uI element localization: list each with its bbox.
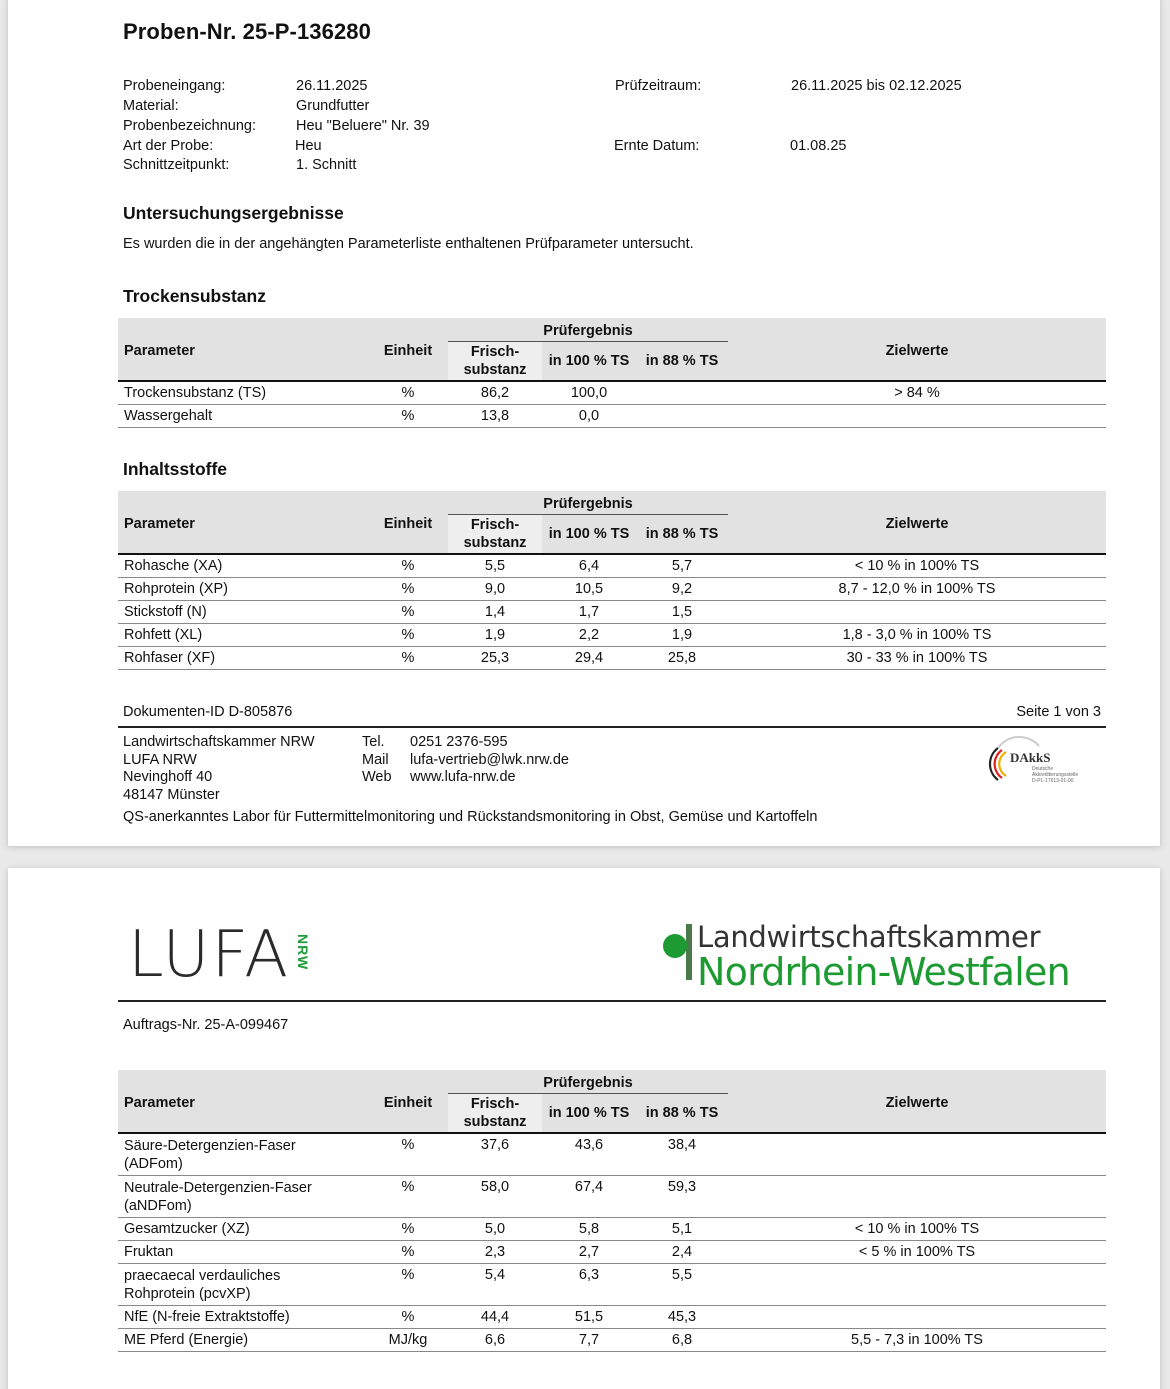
- inhaltsstoffe-heading: Inhaltsstoffe: [123, 459, 228, 479]
- col-header-frischsubstanz: [448, 514, 542, 554]
- document-id: Dokumenten-ID D-805876: [123, 704, 293, 720]
- meta-value: Heu: [295, 138, 322, 154]
- cell-ts88: 9,2: [636, 577, 728, 600]
- col-header-zielwerte: Zielwerte: [728, 491, 1106, 554]
- col-header-pruefergebnis: Prüfergebnis: [448, 1070, 728, 1093]
- table-row: [118, 1305, 1106, 1328]
- cell-ts100: 0,0: [542, 404, 636, 427]
- cell-ts100: 2,7: [542, 1240, 636, 1263]
- cell-parameter: Rohfett (XL): [118, 623, 368, 646]
- table-row: [118, 1328, 1106, 1351]
- meta-value: Grundfutter: [296, 98, 370, 114]
- cell-einheit: %: [368, 404, 448, 427]
- email-address: lufa-vertrieb@lwk.nrw.de: [410, 751, 569, 768]
- contact-row: [362, 752, 569, 770]
- page-number: Seite 1 von 3: [1016, 704, 1101, 720]
- cell-ts88: 5,7: [636, 554, 728, 577]
- table-row: [118, 554, 1106, 577]
- cell-frisch: 1,4: [448, 600, 542, 623]
- header-frisch-line1: Frisch-: [470, 1095, 520, 1112]
- cell-parameter: [118, 1133, 368, 1175]
- footer-divider: [118, 726, 1106, 728]
- dakks-line: Akkreditierungsstelle: [1032, 772, 1079, 778]
- cell-ts88: 2,4: [636, 1240, 728, 1263]
- dakks-details: [1032, 766, 1078, 784]
- cell-ziel: < 5 % in 100% TS: [728, 1240, 1106, 1263]
- contact-row: [362, 769, 569, 787]
- meta-value: 1. Schnitt: [296, 157, 357, 173]
- cell-ts88: [636, 404, 728, 427]
- table-row: [118, 600, 1106, 623]
- cell-ts88: [636, 381, 728, 404]
- lufa-logo: LUFA: [128, 918, 291, 992]
- cell-frisch: 37,6: [448, 1133, 542, 1175]
- col-header-pruefergebnis: Prüfergebnis: [448, 491, 728, 514]
- cell-ts88: 45,3: [636, 1305, 728, 1328]
- cell-ts88: 6,8: [636, 1328, 728, 1351]
- cell-parameter: Fruktan: [118, 1240, 368, 1263]
- additional-parameters-table: [118, 1070, 1106, 1352]
- contact-row: [362, 734, 569, 752]
- results-intro: Es wurden die in der angehängten Parameterliste enthaltenen Prüfparameter untersucht.: [123, 236, 694, 252]
- col-header-einheit: Einheit: [368, 318, 448, 381]
- cell-ts100: 6,3: [542, 1263, 636, 1305]
- col-header-ts100: in 100 % TS: [542, 1093, 636, 1133]
- table-row: [118, 1240, 1106, 1263]
- cell-frisch: 25,3: [448, 646, 542, 669]
- cell-frisch: 5,5: [448, 554, 542, 577]
- results-heading: Untersuchungsergebnisse: [123, 203, 344, 223]
- cell-ts88: 59,3: [636, 1175, 728, 1217]
- meta-label: Material:: [123, 98, 179, 114]
- cell-ts100: 29,4: [542, 646, 636, 669]
- cell-einheit: %: [368, 1217, 448, 1240]
- cell-ts100: 100,0: [542, 381, 636, 404]
- cell-ziel: [728, 1175, 1106, 1217]
- meta-label: Ernte Datum:: [614, 138, 700, 154]
- col-header-ts88: in 88 % TS: [636, 1093, 728, 1133]
- address-line: Nevinghoff 40: [123, 769, 213, 785]
- cell-ziel: [728, 1133, 1106, 1175]
- cell-einheit: %: [368, 1175, 448, 1217]
- table-row: [118, 577, 1106, 600]
- cell-ts100: 2,2: [542, 623, 636, 646]
- cell-ts88: 5,5: [636, 1263, 728, 1305]
- cell-ziel: [728, 600, 1106, 623]
- dakks-line: Deutsche: [1032, 766, 1054, 772]
- header-frisch-line1: Frisch-: [470, 516, 520, 533]
- cell-ziel: [728, 404, 1106, 427]
- cell-ziel: [728, 1305, 1106, 1328]
- cell-frisch: 44,4: [448, 1305, 542, 1328]
- address-line: Landwirtschaftskammer NRW: [123, 734, 315, 750]
- table-row: [118, 1263, 1106, 1305]
- cell-ziel: [728, 1263, 1106, 1305]
- cell-ts100: 7,7: [542, 1328, 636, 1351]
- cell-einheit: %: [368, 381, 448, 404]
- cell-ziel: < 10 % in 100% TS: [728, 554, 1106, 577]
- cell-einheit: %: [368, 600, 448, 623]
- cell-frisch: 6,6: [448, 1328, 542, 1351]
- cell-ts100: 6,4: [542, 554, 636, 577]
- cell-frisch: 86,2: [448, 381, 542, 404]
- cell-parameter: Rohprotein (XP): [118, 577, 368, 600]
- cell-einheit: %: [368, 1240, 448, 1263]
- contact-label: Mail: [362, 751, 389, 768]
- phone-number: 0251 2376-595: [410, 734, 508, 750]
- table-row: [118, 1217, 1106, 1240]
- cell-frisch: 5,4: [448, 1263, 542, 1305]
- cell-ts88: 5,1: [636, 1217, 728, 1240]
- cell-ts100: 67,4: [542, 1175, 636, 1217]
- header-frisch-line2: substanz: [463, 1113, 527, 1130]
- param-line1: praecaecal verdauliches: [124, 1267, 281, 1284]
- inhaltsstoffe-table: [118, 491, 1106, 670]
- cell-frisch: 13,8: [448, 404, 542, 427]
- meta-label: Prüfzeitraum:: [615, 78, 702, 94]
- cell-ts88: 38,4: [636, 1133, 728, 1175]
- table-row: [118, 646, 1106, 669]
- table-row: [118, 1133, 1106, 1175]
- meta-label: Art der Probe:: [123, 138, 214, 154]
- param-line2: Rohprotein (pcvXP): [124, 1285, 251, 1302]
- cell-einheit: %: [368, 554, 448, 577]
- cell-frisch: 9,0: [448, 577, 542, 600]
- meta-value: Heu "Beluere" Nr. 39: [296, 118, 430, 134]
- cell-ts100: 1,7: [542, 600, 636, 623]
- lufa-nrw-logo-text: NRW: [295, 934, 311, 971]
- website-url: www.lufa-nrw.de: [410, 769, 516, 785]
- cell-frisch: 2,3: [448, 1240, 542, 1263]
- trockensubstanz-table: [118, 318, 1106, 428]
- dakks-name: DAkkS: [1010, 750, 1051, 765]
- col-header-zielwerte: Zielwerte: [728, 318, 1106, 381]
- cell-parameter: Wassergehalt: [118, 404, 368, 427]
- param-line1: Neutrale-Detergenzien-Faser: [124, 1179, 312, 1196]
- cell-einheit: %: [368, 1305, 448, 1328]
- cell-frisch: 58,0: [448, 1175, 542, 1217]
- cell-parameter: Stickstoff (N): [118, 600, 368, 623]
- logo-dot-icon: [663, 934, 687, 958]
- col-header-pruefergebnis: Prüfergebnis: [448, 318, 728, 341]
- cell-ziel: 1,8 - 3,0 % in 100% TS: [728, 623, 1106, 646]
- meta-label: Probeneingang:: [123, 78, 226, 94]
- cell-ziel: 5,5 - 7,3 in 100% TS: [728, 1328, 1106, 1351]
- cell-parameter: [118, 1263, 368, 1305]
- dakks-accreditation-logo: [984, 734, 1094, 794]
- table-row: [118, 404, 1106, 427]
- lab-contact: [362, 734, 569, 787]
- param-line1: Säure-Detergenzien-Faser: [124, 1138, 296, 1154]
- header-divider: [118, 1000, 1106, 1002]
- cell-ts88: 25,8: [636, 646, 728, 669]
- order-number: Auftrags-Nr. 25-A-099467: [123, 1017, 289, 1033]
- lab-address: [123, 734, 315, 804]
- contact-label: Web: [362, 769, 392, 785]
- col-header-ts100: in 100 % TS: [542, 514, 636, 554]
- trockensubstanz-heading: Trockensubstanz: [123, 286, 266, 306]
- cell-ziel: 8,7 - 12,0 % in 100% TS: [728, 577, 1106, 600]
- address-line: LUFA NRW: [123, 751, 197, 768]
- cell-einheit: MJ/kg: [368, 1328, 448, 1351]
- contact-label: Tel.: [362, 734, 385, 750]
- cell-ts88: 1,5: [636, 600, 728, 623]
- report-page-2: [8, 868, 1160, 1389]
- cell-einheit: %: [368, 1133, 448, 1175]
- address-line: 48147 Münster: [123, 786, 220, 803]
- meta-value: 01.08.25: [790, 138, 847, 154]
- logo-bar-icon: [686, 924, 692, 980]
- col-header-zielwerte: Zielwerte: [728, 1070, 1106, 1133]
- param-line2: (ADFom): [124, 1156, 183, 1172]
- report-page-1: [8, 0, 1160, 846]
- cell-frisch: 5,0: [448, 1217, 542, 1240]
- cell-ziel: > 84 %: [728, 381, 1106, 404]
- cell-parameter: Rohfaser (XF): [118, 646, 368, 669]
- table-row: [118, 381, 1106, 404]
- cell-ts88: 1,9: [636, 623, 728, 646]
- cell-parameter: NfE (N-freie Extraktstoffe): [118, 1305, 368, 1328]
- header-frisch-line2: substanz: [463, 361, 527, 378]
- cell-einheit: %: [368, 1263, 448, 1305]
- cell-parameter: Rohasche (XA): [118, 554, 368, 577]
- table-row: [118, 623, 1106, 646]
- col-header-ts88: in 88 % TS: [636, 341, 728, 381]
- cell-ts100: 5,8: [542, 1217, 636, 1240]
- param-line2: (aNDFom): [124, 1197, 192, 1214]
- cell-einheit: %: [368, 577, 448, 600]
- cell-ziel: 30 - 33 % in 100% TS: [728, 646, 1106, 669]
- meta-value: 26.11.2025: [296, 78, 368, 94]
- header-frisch-line2: substanz: [463, 534, 527, 551]
- header-frisch-line1: Frisch-: [470, 343, 520, 360]
- cell-parameter: Gesamtzucker (XZ): [118, 1217, 368, 1240]
- lwk-logo-line1: Landwirtschaftskammer: [697, 920, 1041, 954]
- cell-ziel: < 10 % in 100% TS: [728, 1217, 1106, 1240]
- lwk-logo-line2: Nordrhein-Westfalen: [697, 950, 1070, 994]
- col-header-parameter: Parameter: [118, 491, 368, 554]
- cell-parameter: Trockensubstanz (TS): [118, 381, 368, 404]
- meta-label: Schnittzeitpunkt:: [123, 157, 230, 173]
- col-header-ts88: in 88 % TS: [636, 514, 728, 554]
- col-header-frischsubstanz: [448, 341, 542, 381]
- cell-parameter: [118, 1175, 368, 1217]
- cell-einheit: %: [368, 646, 448, 669]
- cell-einheit: %: [368, 623, 448, 646]
- col-header-ts100: in 100 % TS: [542, 341, 636, 381]
- dakks-line: D-PL-17613-01-00: [1032, 778, 1074, 784]
- cell-ts100: 51,5: [542, 1305, 636, 1328]
- cell-ts100: 10,5: [542, 577, 636, 600]
- col-header-parameter: Parameter: [118, 318, 368, 381]
- col-header-einheit: Einheit: [368, 1070, 448, 1133]
- col-header-parameter: Parameter: [118, 1070, 368, 1133]
- cell-frisch: 1,9: [448, 623, 542, 646]
- qs-certification-note: QS-anerkanntes Labor für Futtermittelmonitoring und Rückstandsmonitoring in Obst, Gemüse und Kartoffeln: [123, 809, 818, 825]
- cell-ts100: 43,6: [542, 1133, 636, 1175]
- sample-number-title: Proben-Nr. 25-P-136280: [123, 19, 371, 44]
- cell-parameter: ME Pferd (Energie): [118, 1328, 368, 1351]
- table-row: [118, 1175, 1106, 1217]
- meta-label: Probenbezeichnung:: [123, 118, 257, 134]
- meta-value: 26.11.2025 bis 02.12.2025: [791, 78, 962, 94]
- col-header-einheit: Einheit: [368, 491, 448, 554]
- col-header-frischsubstanz: [448, 1093, 542, 1133]
